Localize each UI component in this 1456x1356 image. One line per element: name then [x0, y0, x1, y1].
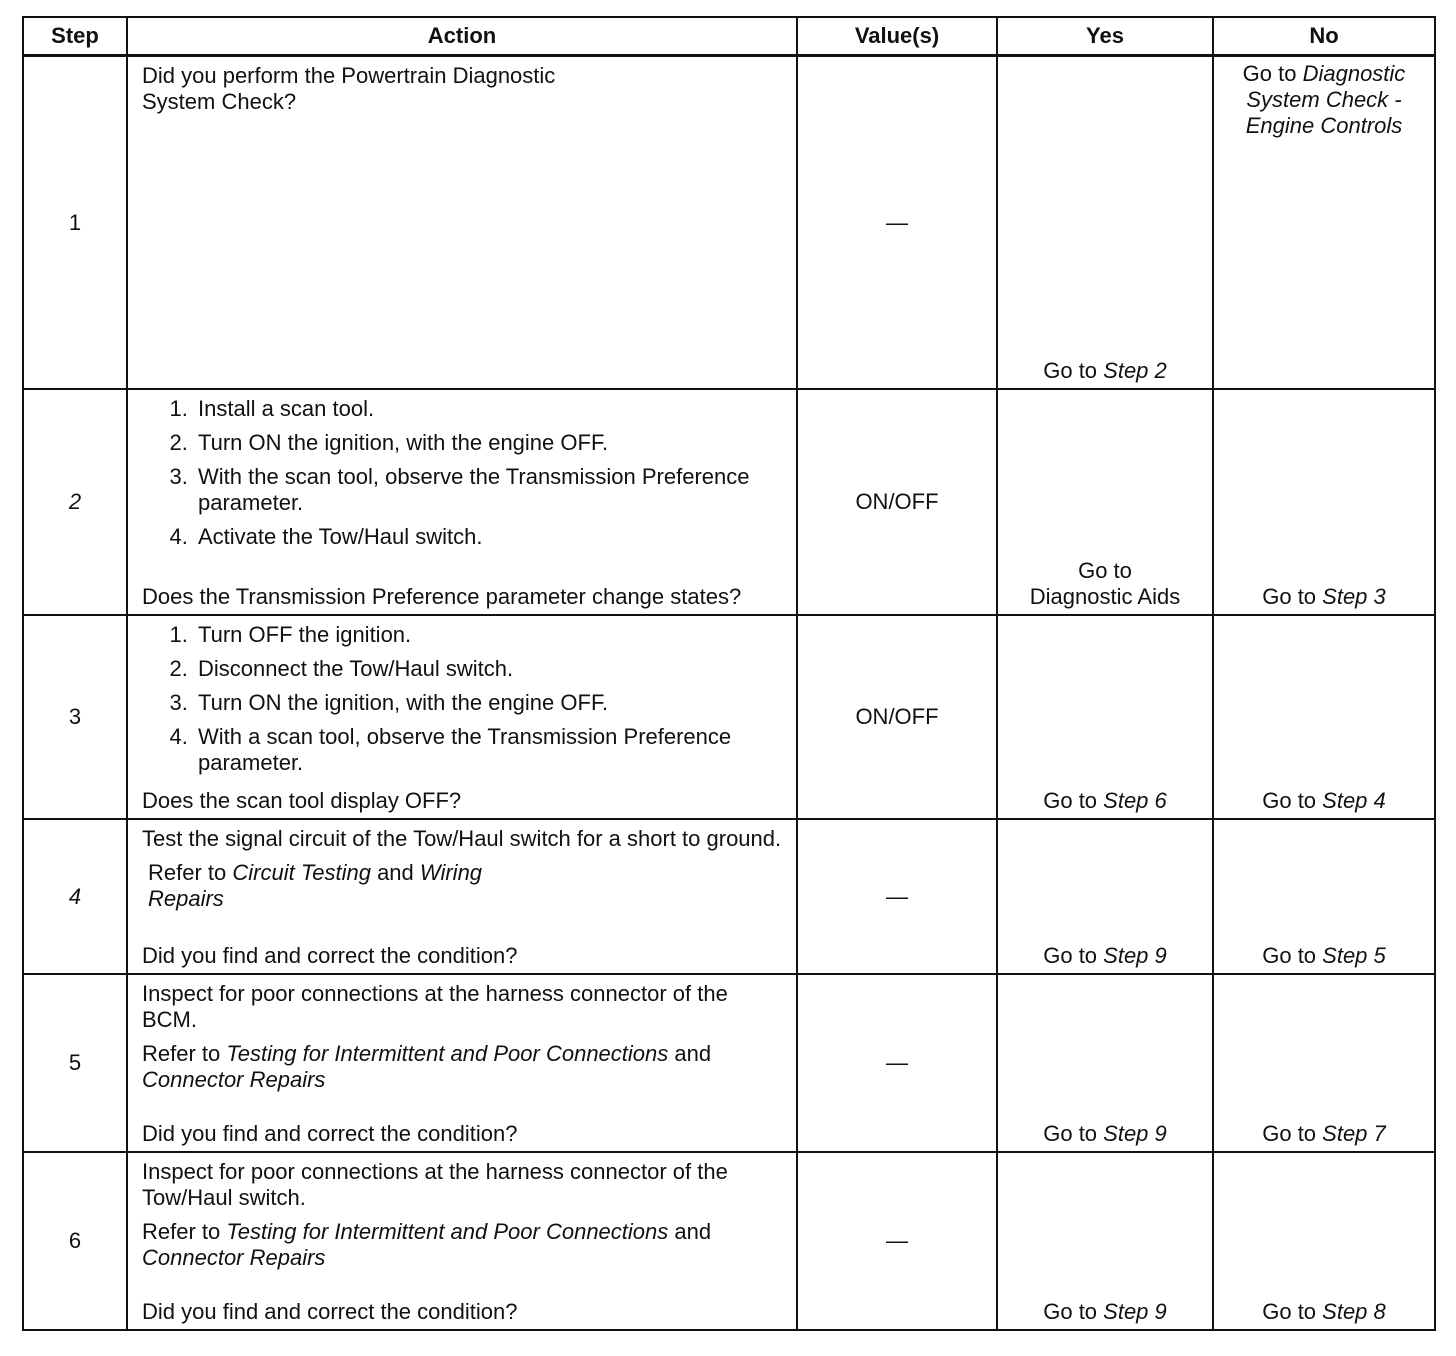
- step-link[interactable]: Step 9: [1103, 943, 1167, 968]
- testing-intermittent-link[interactable]: Testing for Intermittent and Poor Connections: [226, 1041, 669, 1066]
- value-cell: —: [797, 974, 997, 1152]
- header-step: Step: [23, 17, 127, 56]
- step-link[interactable]: Step 6: [1103, 788, 1167, 813]
- action-step: 3. Turn ON the ignition, with the engine OFF.: [194, 690, 734, 716]
- diagnostic-table: [22, 16, 1436, 1331]
- value-cell: ON/OFF: [797, 389, 997, 615]
- connector-repairs-link[interactable]: Connector Repairs: [142, 1245, 326, 1270]
- diagnostic-aids-link[interactable]: Diagnostic Aids: [1029, 584, 1181, 609]
- refer-text: Refer to Testing for Intermittent and Poor Connections and Connector Repairs: [142, 1041, 712, 1092]
- wiring-repairs-link[interactable]: Wiring Repairs: [148, 860, 483, 911]
- action-text: Did you perform the Powertrain Diagnostic System Check?: [142, 63, 556, 114]
- step-link[interactable]: Step 4: [1322, 788, 1386, 813]
- header-yes: Yes: [997, 17, 1213, 56]
- value-cell: —: [797, 819, 997, 974]
- action-text: Inspect for poor connections at the harness connector of the Tow/Haul switch.: [142, 1159, 728, 1210]
- testing-intermittent-link[interactable]: Testing for Intermittent and Poor Connections: [226, 1219, 669, 1244]
- table-row: [23, 819, 1435, 974]
- header-no: No: [1213, 17, 1435, 56]
- step-number: 4: [23, 819, 127, 974]
- value-cell: —: [797, 56, 997, 390]
- refer-text: Refer to Circuit Testing and Wiring Repairs: [148, 860, 483, 911]
- yes-goto: Go to Diagnostic Aids: [998, 558, 1212, 610]
- table-row: [23, 389, 1435, 615]
- action-question: Does the scan tool display OFF?: [142, 788, 462, 813]
- step-link[interactable]: Step 3: [1322, 584, 1386, 609]
- step-number: 1: [23, 56, 127, 390]
- action-text: Inspect for poor connections at the harness connector of the BCM.: [142, 981, 728, 1032]
- action-cell: [127, 615, 797, 819]
- step-link[interactable]: Step 7: [1322, 1121, 1386, 1146]
- action-step: 4. Activate the Tow/Haul switch.: [194, 524, 754, 550]
- no-goto: Go to Step 8: [1262, 1299, 1386, 1324]
- no-goto: Go to Step 4: [1262, 788, 1386, 813]
- action-question: Did you find and correct the condition?: [142, 1121, 518, 1146]
- no-cell: [1213, 615, 1435, 819]
- no-cell: [1213, 389, 1435, 615]
- yes-cell: [997, 56, 1213, 390]
- diagnostic-system-check-link[interactable]: Diagnostic System Check - Engine Controls: [1245, 61, 1406, 138]
- action-step: 1. Install a scan tool.: [194, 396, 754, 422]
- table-row: [23, 974, 1435, 1152]
- table-header-row: [23, 17, 1435, 56]
- action-step: 4. With a scan tool, observe the Transmission Preference parameter.: [194, 724, 734, 776]
- step-link[interactable]: Step 9: [1103, 1299, 1167, 1324]
- no-goto: Go to Step 7: [1262, 1121, 1386, 1146]
- action-question: Did you find and correct the condition?: [142, 943, 518, 968]
- action-question: Did you find and correct the condition?: [142, 1299, 518, 1324]
- action-step: 2. Turn ON the ignition, with the engine OFF.: [194, 430, 754, 456]
- circuit-testing-link[interactable]: Circuit Testing: [232, 860, 371, 885]
- action-cell: [127, 389, 797, 615]
- table-row: [23, 1152, 1435, 1330]
- action-step: 3. With the scan tool, observe the Transmission Preference parameter.: [194, 464, 754, 516]
- no-goto: Go to Step 3: [1262, 584, 1386, 609]
- table-row: [23, 615, 1435, 819]
- header-values: Value(s): [797, 17, 997, 56]
- action-cell: [127, 56, 797, 390]
- yes-goto: Go to Step 9: [1043, 1121, 1167, 1146]
- refer-text: Refer to Testing for Intermittent and Poor Connections and Connector Repairs: [142, 1219, 712, 1270]
- action-cell: [127, 974, 797, 1152]
- no-cell: [1213, 1152, 1435, 1330]
- no-cell: [1213, 819, 1435, 974]
- yes-goto: Go to Step 2: [1043, 358, 1167, 383]
- value-cell: —: [797, 1152, 997, 1330]
- action-step: 2. Disconnect the Tow/Haul switch.: [194, 656, 734, 682]
- step-link[interactable]: Step 9: [1103, 1121, 1167, 1146]
- yes-goto: Go to Step 9: [1043, 1299, 1167, 1324]
- yes-cell: [997, 1152, 1213, 1330]
- yes-cell: [997, 389, 1213, 615]
- yes-goto: Go to Step 9: [1043, 943, 1167, 968]
- no-goto: Go to Diagnostic System Check - Engine Controls: [1242, 61, 1406, 138]
- action-cell: [127, 1152, 797, 1330]
- yes-cell: [997, 819, 1213, 974]
- no-cell: [1213, 974, 1435, 1152]
- step-number: 5: [23, 974, 127, 1152]
- no-goto: Go to Step 5: [1262, 943, 1386, 968]
- header-action: Action: [127, 17, 797, 56]
- connector-repairs-link[interactable]: Connector Repairs: [142, 1067, 326, 1092]
- action-steps: [142, 622, 734, 776]
- yes-cell: [997, 615, 1213, 819]
- action-question: Does the Transmission Preference parameter change states?: [142, 584, 742, 609]
- table-row: [23, 56, 1435, 390]
- action-cell: [127, 819, 797, 974]
- action-steps: [142, 396, 754, 550]
- value-cell: ON/OFF: [797, 615, 997, 819]
- no-cell: [1213, 56, 1435, 390]
- step-link[interactable]: Step 8: [1322, 1299, 1386, 1324]
- yes-cell: [997, 974, 1213, 1152]
- action-text: Test the signal circuit of the Tow/Haul switch for a short to ground.: [142, 826, 782, 851]
- step-number: 6: [23, 1152, 127, 1330]
- action-step: 1. Turn OFF the ignition.: [194, 622, 734, 648]
- step-number: 2: [23, 389, 127, 615]
- yes-goto: Go to Step 6: [1043, 788, 1167, 813]
- step-link[interactable]: Step 5: [1322, 943, 1386, 968]
- step-link[interactable]: Step 2: [1103, 358, 1167, 383]
- step-number: 3: [23, 615, 127, 819]
